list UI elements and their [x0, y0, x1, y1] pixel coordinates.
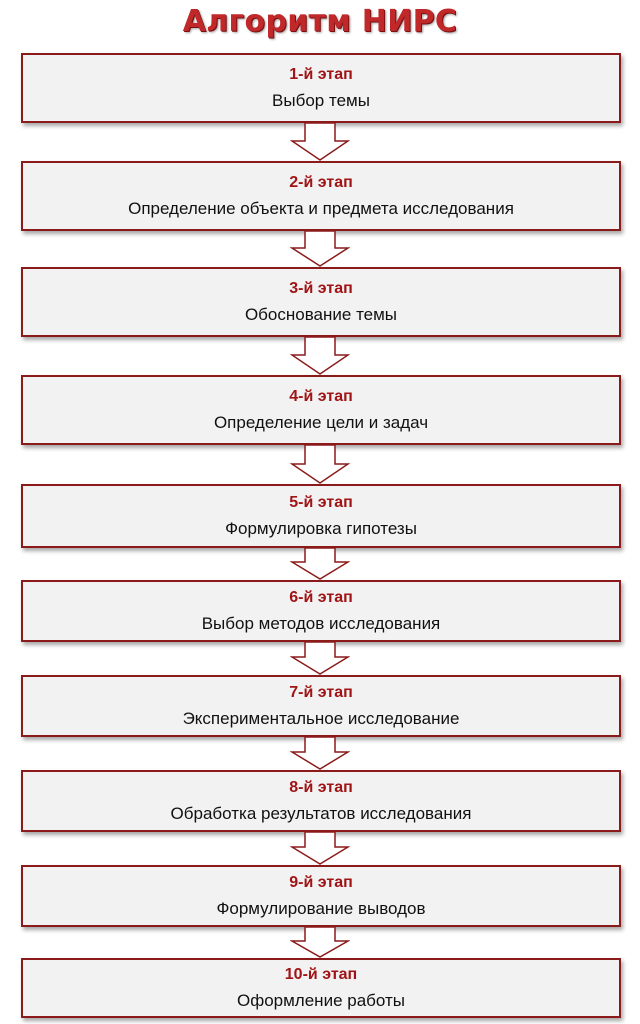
step-label-8: 8-й этап	[289, 778, 353, 796]
down-arrow-icon-7	[290, 737, 350, 770]
step-label-1: 1-й этап	[289, 65, 353, 83]
step-text-2: Определение объекта и предмета исследования	[128, 198, 514, 218]
step-text-7: Экспериментальное исследование	[182, 708, 460, 728]
down-arrow-icon-8	[290, 832, 350, 865]
down-arrow-icon-1	[290, 123, 350, 161]
step-box-1	[21, 53, 621, 123]
step-box-9	[21, 865, 621, 927]
step-text-5: Формулировка гипотезы	[225, 518, 417, 538]
step-box-7	[21, 675, 621, 737]
step-text-9: Формулирование выводов	[216, 898, 426, 918]
step-box-5	[21, 484, 621, 548]
step-box-8	[21, 770, 621, 832]
step-label-2: 2-й этап	[289, 173, 353, 191]
step-label-7: 7-й этап	[289, 683, 353, 701]
step-box-6	[21, 580, 621, 642]
step-text-1: Выбор темы	[272, 90, 370, 110]
step-text-8: Обработка результатов исследования	[170, 803, 472, 823]
step-text-10: Оформление работы	[237, 990, 405, 1010]
down-arrow-icon-2	[290, 231, 350, 267]
step-text-4: Определение цели и задач	[213, 412, 429, 432]
down-arrow-icon-6	[290, 642, 350, 675]
diagram-title: Алгоритм НИРС	[182, 4, 458, 39]
step-text-6: Выбор методов исследования	[201, 613, 441, 633]
step-box-10	[21, 958, 621, 1018]
step-label-4: 4-й этап	[289, 387, 353, 405]
down-arrow-icon-3	[290, 337, 350, 375]
step-box-3	[21, 267, 621, 337]
step-text-3: Обоснование темы	[244, 304, 398, 324]
step-label-5: 5-й этап	[289, 493, 353, 511]
down-arrow-icon-5	[290, 548, 350, 580]
step-label-3: 3-й этап	[289, 279, 353, 297]
step-box-2	[21, 161, 621, 231]
down-arrow-icon-4	[290, 445, 350, 484]
step-label-10: 10-й этап	[284, 965, 358, 983]
step-box-4	[21, 375, 621, 445]
step-label-9: 9-й этап	[289, 873, 353, 891]
down-arrow-icon-9	[290, 927, 350, 958]
step-label-6: 6-й этап	[289, 588, 353, 606]
